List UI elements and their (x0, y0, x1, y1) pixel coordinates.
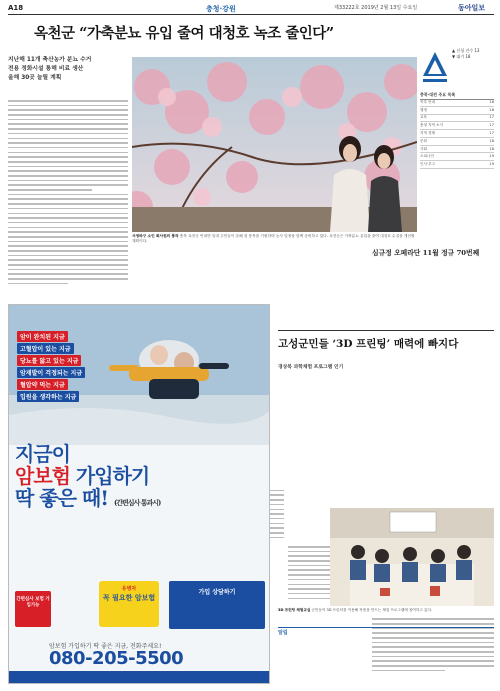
date-line: 제33222호 2019년 2월 13일 수요일 (334, 5, 418, 11)
insurance-advertisement[interactable] (8, 304, 270, 684)
ad-tag: 암재발이 걱정되는 지금 (17, 367, 85, 378)
ad-disclaimer-bar (9, 671, 270, 684)
lead-subhead-line: 지난해 11개 축산농가 분뇨 수거 (8, 57, 92, 63)
ad-red-box: 간편심사 보험 가입가능 (15, 591, 51, 627)
lead-photo-caption (132, 234, 417, 244)
index-row[interactable]: 행정 16 (420, 107, 494, 115)
index-row[interactable]: 지역 경제 17 (420, 130, 494, 138)
index-row[interactable]: 교육 17 (420, 115, 494, 123)
index-list (420, 99, 494, 169)
lead-subhead-line: 올해 30곳 늘릴 계획 (8, 74, 62, 81)
classroom-photo-art (330, 508, 494, 606)
page-number: A18 (8, 4, 24, 12)
second-photo (330, 508, 494, 606)
stat-line: ▼ 대기 18 (452, 53, 471, 59)
side-headline: 심규정 오페라단 11월 정규 70번째 (372, 249, 480, 257)
orchard-photo-art (132, 57, 417, 232)
caption-title: 서생바구 소인 회사원의 풍작 (132, 234, 179, 238)
second-headline: 고성군민들 ‘3D 프린팅’ 매력에 빠지다 (278, 338, 459, 350)
top-rule (8, 14, 494, 15)
ad-main-copy (15, 443, 160, 509)
newspaper-logo (420, 48, 450, 88)
index-row[interactable]: 인사·부고 19 (420, 161, 494, 169)
ad-line: 딱 좋은 때! (간편심사 통과시) (15, 486, 161, 510)
ad-tag: 고혈압이 있는 지금 (17, 343, 74, 354)
ad-tag: 당뇨를 앓고 있는 지금 (17, 355, 81, 366)
ad-phone-label: 암보험 가입하기 딱 좋은 지금, 전화주세요! (49, 643, 162, 650)
stat-line: ▲ 신청 건수 13 (452, 48, 480, 53)
stats-box (452, 48, 494, 66)
lead-body-column (8, 100, 128, 284)
index-row[interactable]: 사회 18 (420, 146, 494, 154)
second-photo-caption (278, 608, 494, 613)
second-subhead: 경상북 과학체험 프로그램 인기 (278, 365, 344, 370)
ad-phone-number[interactable]: 080-205-5500 (49, 648, 184, 669)
ad-line: 암보험 가입하기 (15, 464, 150, 488)
ad-tag: 입원을 생각하는 지금 (17, 391, 79, 402)
caption-title: 3D 프린팅 체험교실 (278, 608, 311, 612)
index-row[interactable]: 오피니언 19 (420, 153, 494, 161)
ad-tag: 암이 완치된 지금 (17, 331, 68, 342)
index-row[interactable]: 목록 안내 16 (420, 99, 494, 107)
index-row[interactable]: 문화 18 (420, 138, 494, 146)
index-title: 충북·대전 주요 목록 (420, 92, 494, 100)
ad-consult-box[interactable]: 가입 상담하기 (169, 581, 265, 629)
lead-headline: 옥천군 “가축분뇨 유입 줄여 대청호 녹조 줄인다” (34, 25, 334, 42)
caption-text: 충북 옥천군 안내면 일대 주민들이 올해 첫 풍작을 기원하며 농사 일정을 함께 준비하고 있다. 옥천군은 가축분뇨 유입을 줄여 대청호 수질을 개선할 계획이다. (132, 234, 415, 244)
lead-subhead (8, 56, 128, 83)
lead-subhead-line: 전용 정화시설 통해 비료 생산 (8, 65, 84, 72)
caption-text: 군민들이 3D 프린터를 이용해 작품을 만드는 체험 프로그램에 참여하고 있다. (311, 608, 433, 612)
logo-icon (420, 48, 450, 88)
index-row[interactable]: 충청 지역 소식 17 (420, 122, 494, 130)
ad-line: 지금이 (15, 442, 70, 466)
ad-product-badge: 유병자 꼭 필요한 암보험 (99, 581, 159, 627)
ad-tag: 혈압약 먹는 지금 (17, 379, 68, 390)
lead-photo (132, 57, 417, 232)
paper-name: 동아일보 (458, 3, 486, 12)
section-title: 충청·강원 (206, 5, 236, 13)
section-rule (278, 330, 494, 331)
brief-title: 알림 (278, 627, 494, 636)
